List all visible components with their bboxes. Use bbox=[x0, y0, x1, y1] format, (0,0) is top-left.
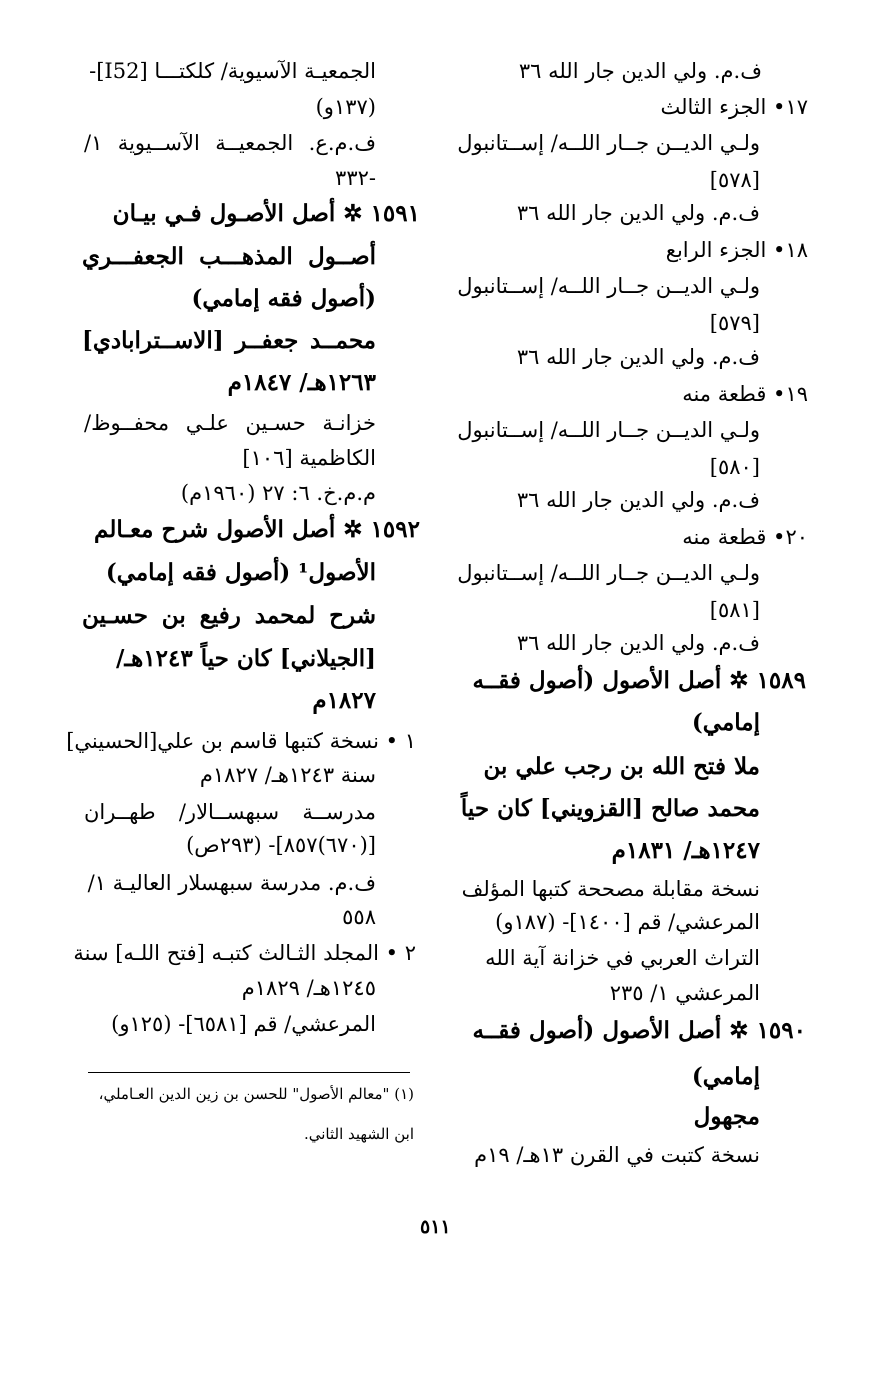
text-line: التراث العربي في خزانة آية الله bbox=[485, 946, 760, 970]
text-line: ف.م. ولي الدين جار الله ٣٦ bbox=[518, 59, 762, 83]
text-line: [٥٧٩] bbox=[709, 311, 760, 335]
entry-1589-author: محمد صالح [القزويني] كان حياً bbox=[460, 795, 760, 822]
text-line: -٣٣٢ bbox=[335, 166, 376, 190]
text-line: ف.م. ولي الدين جار الله ٣٦ bbox=[516, 345, 760, 369]
text-line: إمامي) bbox=[691, 1063, 760, 1090]
text-line: مدرســة سبهســالار/ طهــران bbox=[84, 800, 376, 824]
entry-1589-title: ١٥٨٩ ✲ أصل الأصول (أصول فقــه bbox=[472, 667, 806, 694]
entry-1590-title: ١٥٩٠ ✲ أصل الأصول (أصول فقــه bbox=[472, 1017, 806, 1044]
text-line: سنة ١٢٤٣هـ/ ١٨٢٧م bbox=[199, 763, 376, 787]
text-line: م.م.خ. ٦: ٢٧ (١٩٦٠م) bbox=[180, 481, 376, 505]
entry-20-heading: ٢٠• قطعة منه bbox=[682, 525, 808, 549]
text-line: ١ • نسخة كتبها قاسم بن علي[الحسيني] bbox=[66, 729, 416, 753]
text-line: [٥٧٨] bbox=[709, 168, 760, 192]
footnote-separator bbox=[88, 1072, 410, 1073]
entry-1589-author: ملا فتح الله بن رجب علي بن bbox=[483, 753, 760, 780]
text-line: نسخة مقابلة مصححة كتبها المؤلف bbox=[461, 877, 760, 901]
text-line: ولـي الديــن جــار اللــه/ إســتانبول bbox=[457, 131, 760, 155]
text-line: ف.م.ع. الجمعيــة الآســيوية ١/ bbox=[84, 131, 376, 155]
text-line: ولـي الديــن جــار اللــه/ إســتانبول bbox=[457, 274, 760, 298]
text-line: المرعشي/ قم [٦٥٨١]- (١٢٥و) bbox=[111, 1012, 376, 1036]
text-line: الأصول¹ (أصول فقه إمامي) bbox=[105, 559, 376, 586]
text-line: الكاظمية [١٠٦] bbox=[242, 446, 376, 470]
entry-1591-date: ١٢٦٣هـ/ ١٨٤٧م bbox=[227, 369, 376, 396]
entry-1590-author: مجهول bbox=[693, 1103, 760, 1130]
entry-1589-date: ١٢٤٧هـ/ ١٨٣١م bbox=[611, 837, 760, 864]
text-line: (أصول فقه إمامي) bbox=[191, 285, 376, 312]
entry-1592-author: [الجيلاني] كان حياً ١٢٤٣هـ/ bbox=[116, 645, 376, 672]
text-line: ف.م. ولي الدين جار الله ٣٦ bbox=[516, 631, 760, 655]
text-line: ٢ • المجلد الثـالث كتبـه [فتح اللـه] سنة bbox=[73, 941, 416, 965]
entry-17-heading: ١٧• الجزء الثالث bbox=[660, 95, 808, 119]
footnote-line: (١) "معالم الأصول" للحسن بن زين الدين العـاملي، bbox=[98, 1085, 414, 1103]
text-line: إمامي) bbox=[691, 709, 760, 736]
text-line: ١٢٤٥هـ/ ١٨٢٩م bbox=[241, 976, 376, 1000]
footnote-line: ابن الشهيد الثاني. bbox=[303, 1125, 414, 1143]
text-line: ف.م. ولي الدين جار الله ٣٦ bbox=[516, 488, 760, 512]
text-line: [(٦٧٠)٨٥٧]- (٢٩٣ص) bbox=[186, 833, 376, 857]
text-line: [٥٨٠] bbox=[709, 455, 760, 479]
entry-1591-title: ١٥٩١ ✲ أصل الأصـول فـي بيـان bbox=[112, 200, 420, 227]
text-line: أصــول المذهـــب الجعفـــري bbox=[82, 243, 376, 270]
page-number: ٥١١ bbox=[420, 1216, 451, 1238]
text-line: نسخة كتبت في القرن ١٣هـ/ ١٩م bbox=[474, 1143, 760, 1167]
text-line: [٥٨١] bbox=[709, 598, 760, 622]
text-line: الجمعيـة الآسيوية/ كلكتـــا [I52]- bbox=[89, 59, 376, 83]
text-line: ف.م. ولي الدين جار الله ٣٦ bbox=[516, 201, 760, 225]
text-line: المرعشي/ قم [١٤٠٠]- (١٨٧و) bbox=[495, 910, 760, 934]
text-line: (١٣٧و) bbox=[315, 95, 376, 119]
entry-19-heading: ١٩• قطعة منه bbox=[682, 382, 808, 406]
entry-1592-title: ١٥٩٢ ✲ أصل الأصول شرح معـالم bbox=[94, 516, 420, 543]
entry-18-heading: ١٨• الجزء الرابع bbox=[665, 238, 808, 262]
entry-1592-date: ١٨٢٧م bbox=[312, 687, 376, 714]
text-line: ولـي الديــن جــار اللــه/ إســتانبول bbox=[457, 418, 760, 442]
entry-1592-author: شرح لمحمد رفيع بن حسـين bbox=[82, 602, 376, 629]
text-line: المرعشي ١/ ٢٣٥ bbox=[609, 981, 760, 1005]
text-line: ٥٥٨ bbox=[342, 905, 376, 929]
text-line: خزانـة حسـين علـي محفــوظ/ bbox=[84, 411, 376, 435]
text-line: ولـي الديــن جــار اللــه/ إســتانبول bbox=[457, 561, 760, 585]
entry-1591-author: محمــد جعفــر [الاســترابادي] bbox=[82, 327, 376, 354]
text-line: ف.م. مدرسة سبهسلار العاليـة ١/ bbox=[87, 871, 376, 895]
